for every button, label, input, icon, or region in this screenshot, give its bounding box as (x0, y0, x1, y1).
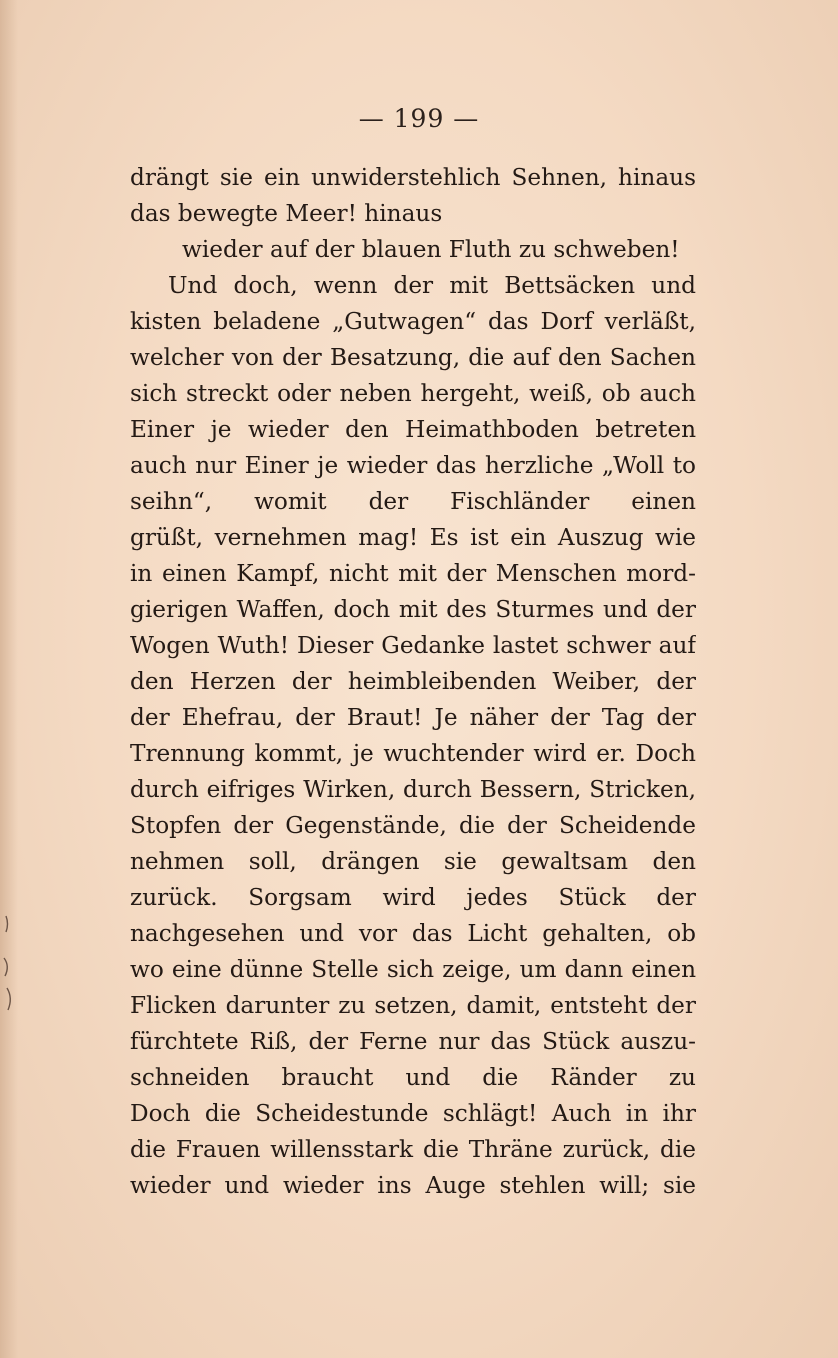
margin-marks-icon (0, 910, 20, 1020)
text-line: auch nur Einer je wieder das herzliche „Woll to (130, 452, 696, 479)
text-line: welcher von der Besatzung, die auf den Sachen (130, 344, 696, 371)
page-number: — 199 — (358, 104, 480, 133)
text-line: Und doch, wenn der mit Bettsäcken und (168, 272, 696, 299)
text-line: den Herzen der heimbleibenden Weiber, der (130, 668, 696, 695)
text-line: Einer je wieder den Heimathboden betreten (130, 416, 696, 443)
text-line: Flicken darunter zu setzen, damit, entsteht der (130, 992, 696, 1019)
body-text (130, 160, 696, 1204)
text-line: fürchtete Riß, der Ferne nur das Stück auszu- (130, 1028, 696, 1055)
text-line: nehmen soll, drängen sie gewaltsam den (130, 848, 696, 875)
text-line: durch eifriges Wirken, durch Bessern, Stricken, (130, 776, 696, 803)
text-line: Stopfen der Gegenstände, die der Scheidende (130, 812, 696, 839)
text-line: der Ehefrau, der Braut! Je näher der Tag der (130, 704, 696, 731)
text-line: wo eine dünne Stelle sich zeige, um dann einen (130, 956, 696, 983)
text-line: sich streckt oder neben hergeht, weiß, ob auch (130, 380, 696, 407)
text-line: in einen Kampf, nicht mit der Menschen mord- (130, 560, 696, 587)
text-line: zurück. Sorgsam wird jedes Stück der (130, 884, 696, 911)
text-line: drängt sie ein unwiderstehlich Sehnen, hinaus (130, 164, 696, 191)
text-line: Trennung kommt, je wuchtender wird er. Doch (130, 740, 696, 767)
text-line: Doch die Scheidestunde schlägt! Auch in ihr (130, 1100, 696, 1127)
text-line: grüßt, vernehmen mag! Es ist ein Auszug wie (130, 524, 696, 551)
text-line: nachgesehen und vor das Licht gehalten, ob (130, 920, 696, 947)
text-line: schneiden braucht und die Ränder zu (130, 1064, 696, 1091)
text-line: die Frauen willensstark die Thräne zurück, die (130, 1136, 696, 1163)
text-line: gierigen Waffen, doch mit des Sturmes und der (130, 596, 696, 623)
text-line: seihn“, womit der Fischländer einen (130, 488, 696, 515)
text-line: kisten beladene „Gutwagen“ das Dorf verläßt, (130, 308, 696, 335)
text-line: Wogen Wuth! Dieser Gedanke lastet schwer auf (130, 632, 696, 659)
text-line: wieder auf der blauen Fluth zu schweben! (182, 236, 680, 263)
text-line: wieder und wieder ins Auge stehlen will; sie (130, 1172, 696, 1199)
text-line: das bewegte Meer! hinaus (130, 200, 443, 227)
